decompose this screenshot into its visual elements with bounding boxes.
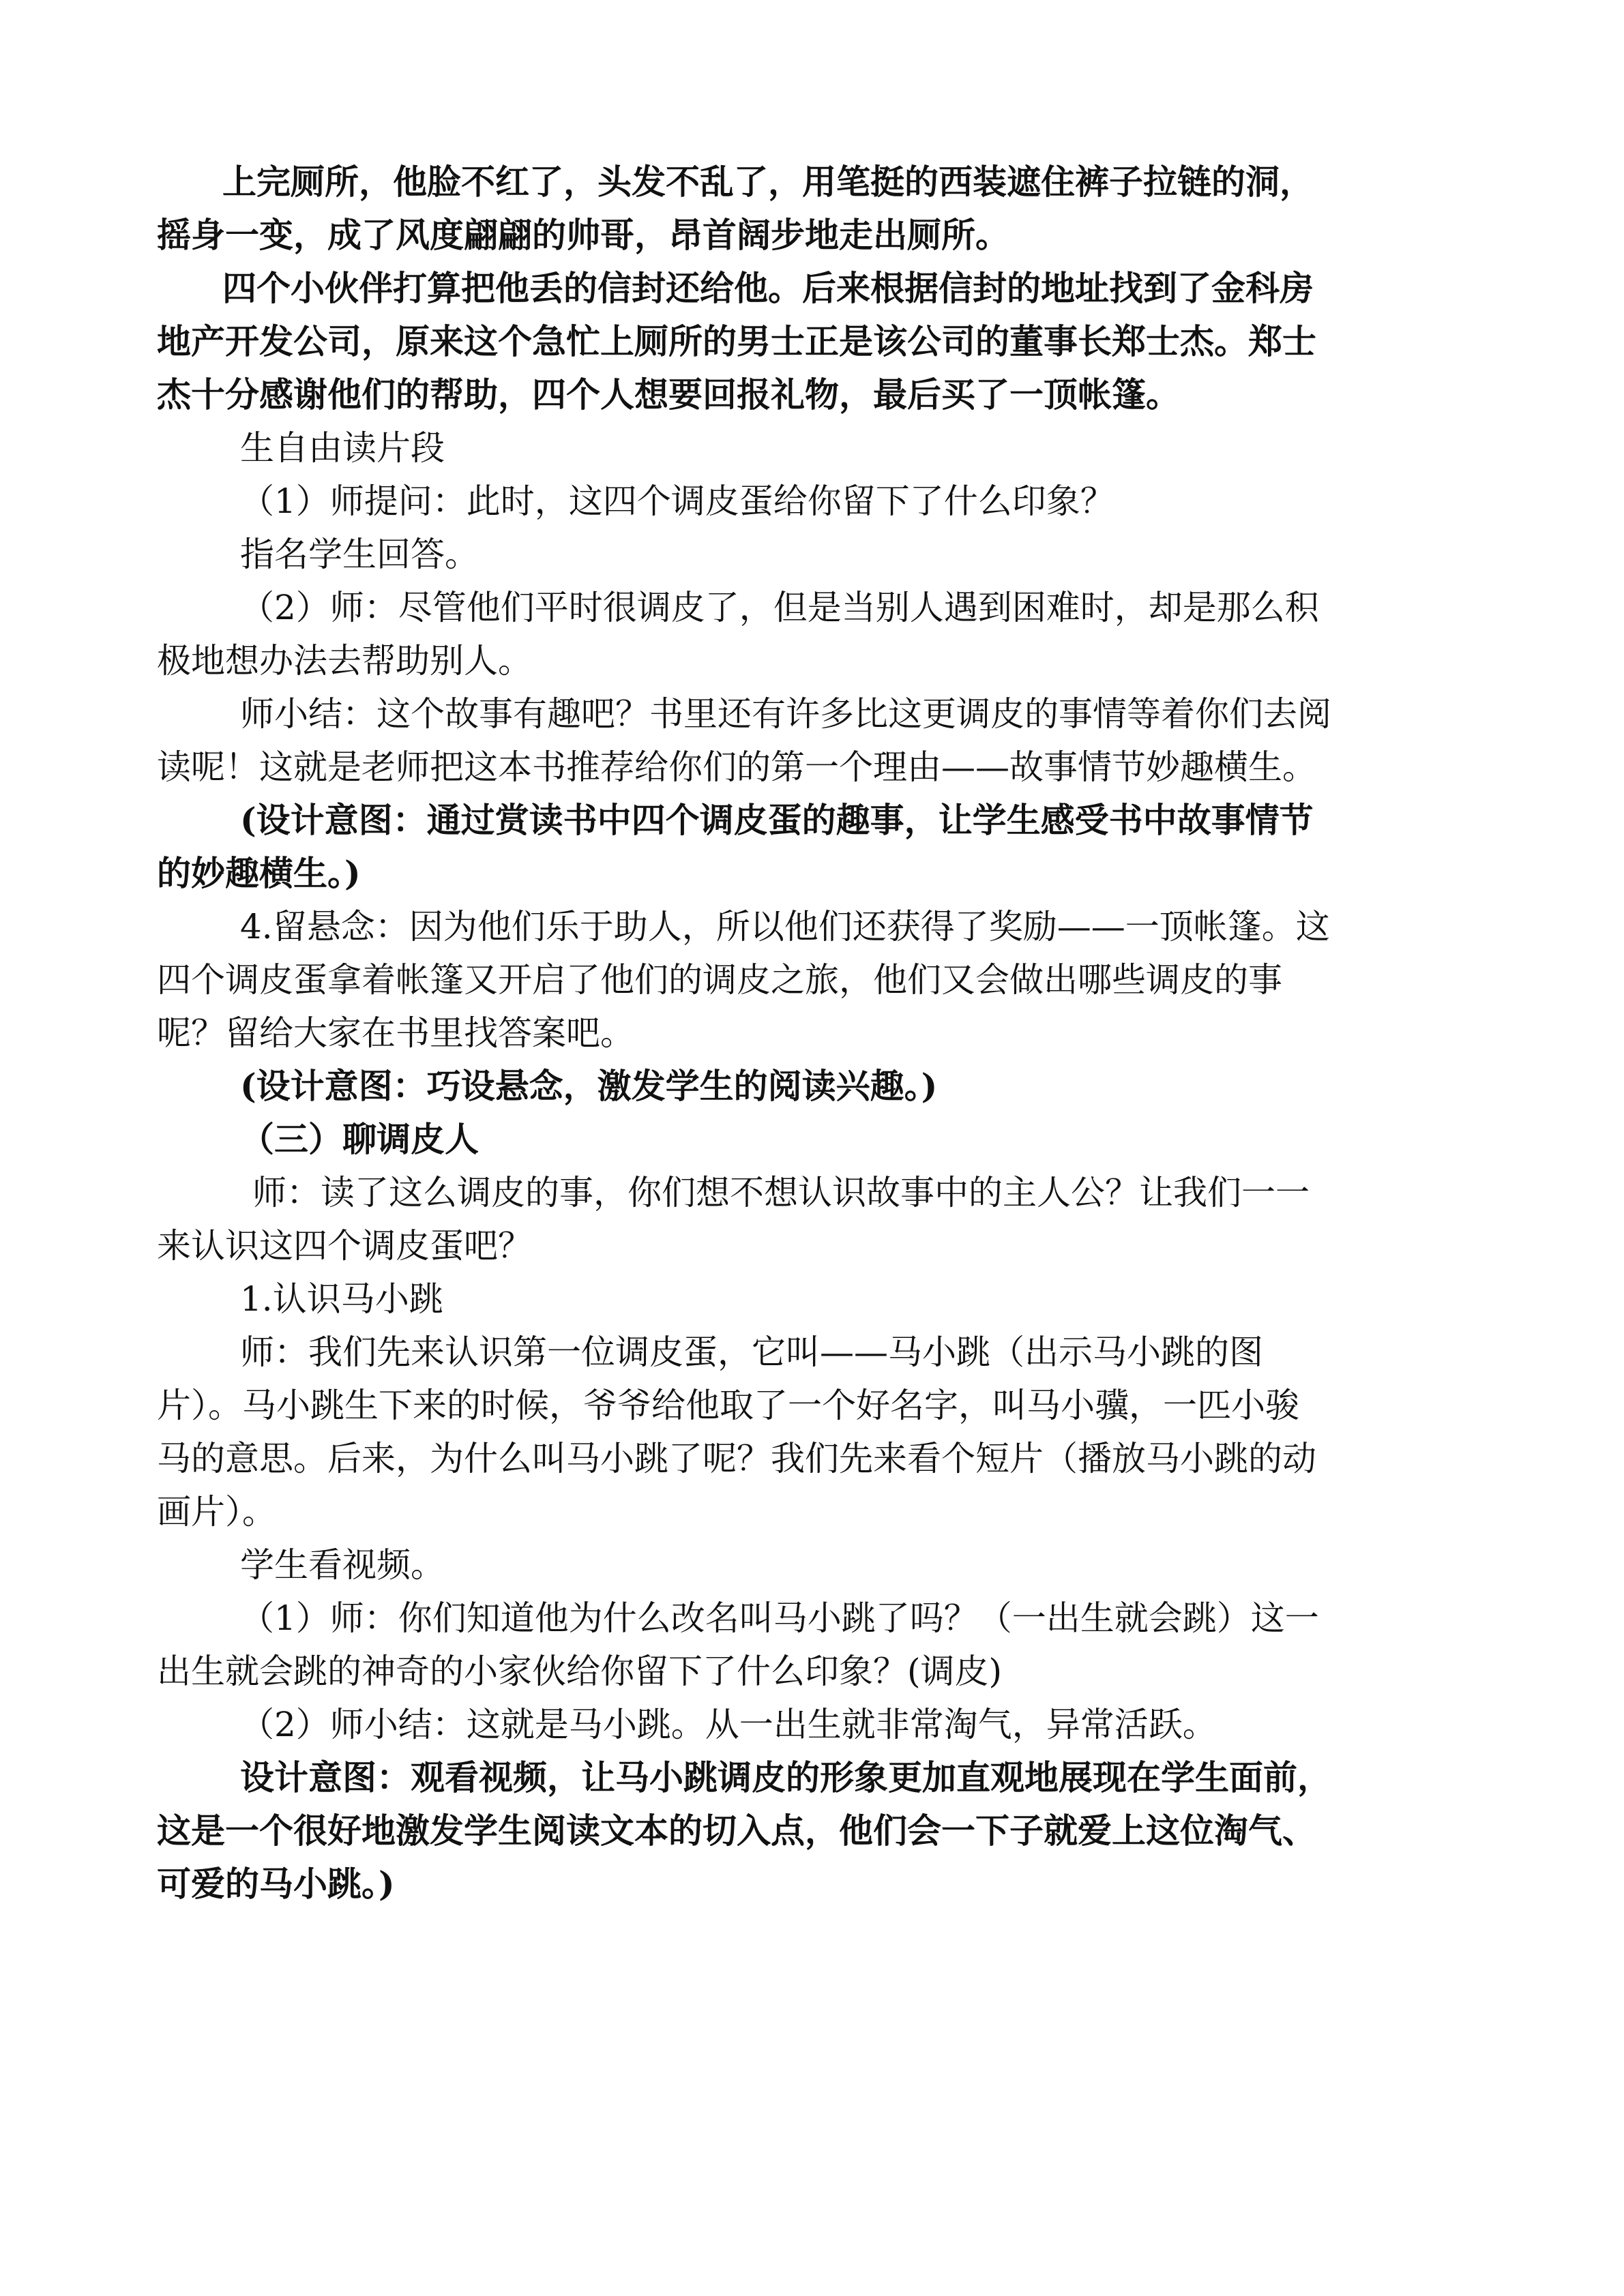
text-line: 杰十分感谢他们的帮助，四个人想要回报礼物，最后买了一顶帐篷。 — [157, 374, 1180, 415]
text-line: 读呢！这就是老师把这本书推荐给你们的第一个理由——故事情节妙趣横生。 — [157, 747, 1316, 787]
text-line: 画片）。 — [157, 1492, 276, 1532]
text-line: 4.留悬念：因为他们乐于助人，所以他们还获得了奖励——一顶帐篷。这 — [240, 907, 1330, 946]
design-intent-line: (设计意图：巧设悬念，激发学生的阅读兴趣。) — [240, 1066, 938, 1106]
text-line: 师：读了这么调皮的事，你们想不想认识故事中的主人公？让我们一一 — [252, 1173, 1310, 1212]
section-heading: （三）聊调皮人 — [240, 1119, 479, 1159]
design-intent-line: (设计意图：通过赏读书中四个调皮蛋的趣事，让学生感受书中故事情节 — [240, 800, 1314, 840]
text-line: 生自由读片段 — [240, 428, 445, 468]
text-line: 极地想办法去帮助别人。 — [157, 641, 532, 681]
design-intent-line: 的妙趣横生。) — [157, 853, 361, 893]
design-intent-line: 可爱的马小跳。) — [157, 1864, 395, 1904]
text-line: （2）师小结：这就是马小跳。从一出生就非常淘气，异常活跃。 — [240, 1705, 1217, 1744]
document-body — [157, 155, 1473, 1911]
text-line: 片）。马小跳生下来的时候，爷爷给他取了一个好名字，叫马小骥，一匹小骏 — [157, 1386, 1299, 1425]
text-line: 四个调皮蛋拿着帐篷又开启了他们的调皮之旅，他们又会做出哪些调皮的事 — [157, 960, 1282, 1000]
text-line: （2）师：尽管他们平时很调皮了，但是当别人遇到困难时，却是那么积 — [240, 588, 1319, 627]
text-line: 来认识这四个调皮蛋吧？ — [157, 1226, 532, 1266]
text-line: 指名学生回答。 — [240, 535, 479, 574]
text-line: 学生看视频。 — [240, 1545, 445, 1585]
subsection-heading: 1.认识马小跳 — [240, 1279, 443, 1319]
text-line: 马的意思。后来，为什么叫马小跳了呢？我们先来看个短片（播放马小跳的动 — [157, 1439, 1316, 1478]
text-line: 摇身一变，成了风度翩翩的帅哥，昂首阔步地走出厕所。 — [157, 215, 1009, 255]
text-line: 地产开发公司，原来这个急忙上厕所的男士正是该公司的董事长郑士杰。郑士 — [157, 321, 1316, 361]
document-page — [157, 155, 1473, 1911]
text-line: 呢？留给大家在书里找答案吧。 — [157, 1013, 634, 1053]
text-line: 师：我们先来认识第一位调皮蛋，它叫——马小跳（出示马小跳的图 — [240, 1332, 1263, 1372]
text-line: （1）师：你们知道他为什么改名叫马小跳了吗？（一出生就会跳）这一 — [240, 1598, 1319, 1638]
text-line: 出生就会跳的神奇的小家伙给你留下了什么印象？(调皮) — [157, 1652, 1003, 1691]
text-line: 四个小伙伴打算把他丢的信封还给他。后来根据信封的地址找到了金科房 — [222, 268, 1314, 308]
design-intent-line: 这是一个很好地激发学生阅读文本的切入点，他们会一下子就爱上这位淘气、 — [157, 1810, 1316, 1851]
text-line: （1）师提问：此时，这四个调皮蛋给你留下了什么印象？ — [240, 481, 1114, 521]
design-intent-line: 设计意图：观看视频，让马小跳调皮的形象更加直观地展现在学生面前， — [240, 1757, 1331, 1798]
text-line: 上完厕所，他脸不红了，头发不乱了，用笔挺的西装遮住裤子拉链的洞， — [222, 162, 1314, 202]
text-line: 师小结：这个故事有趣吧？书里还有许多比这更调皮的事情等着你们去阅 — [240, 694, 1331, 734]
